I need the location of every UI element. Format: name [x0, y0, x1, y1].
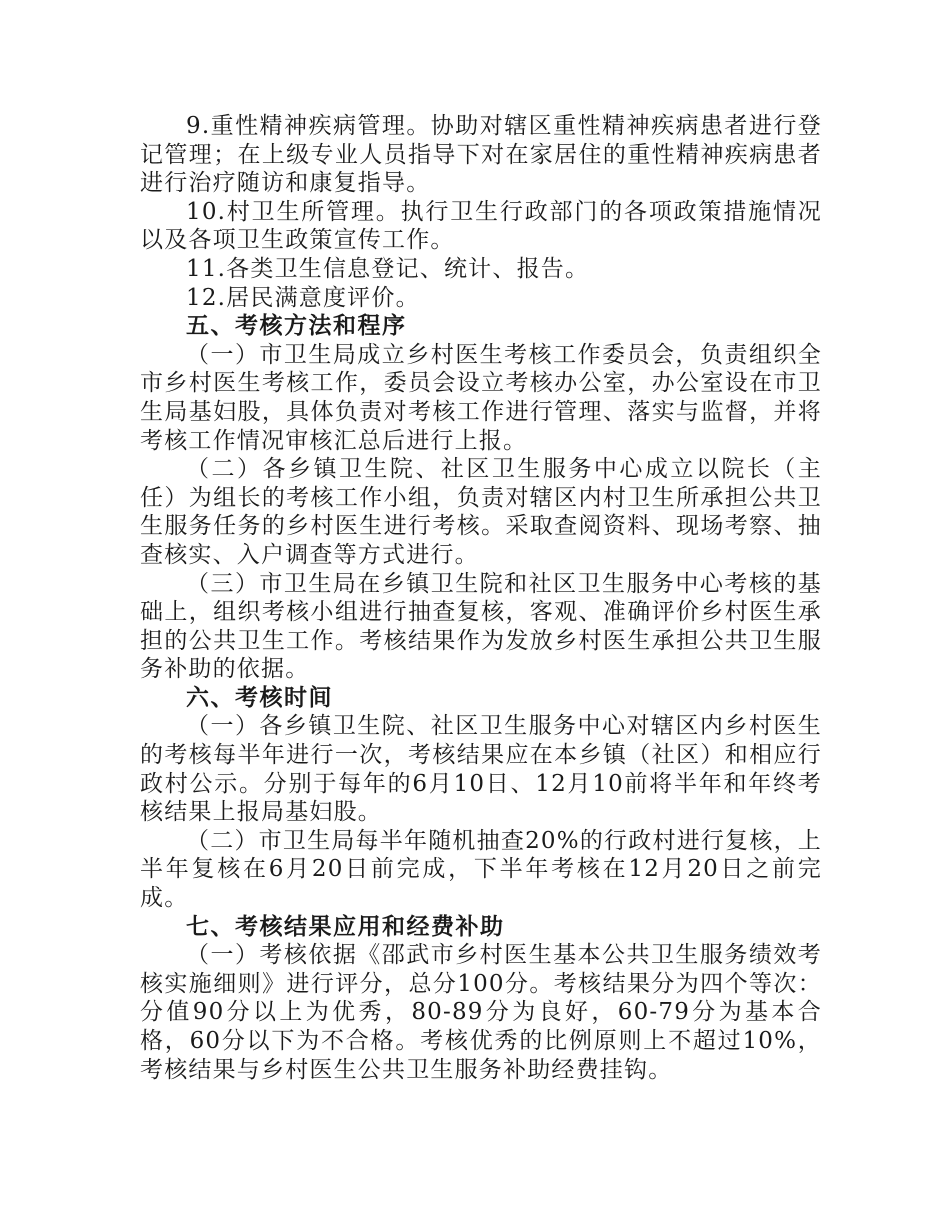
section-5-clause-1: （一）市卫生局成立乡村医生考核工作委员会，负责组织全市乡村医生考核工作，委员会设立考核办公室，办公室设在市卫生局基妇股，具体负责对考核工作进行管理、落实与监督，并将考核工作情况审核汇总后进行上报。 — [140, 341, 822, 454]
section-6-clause-2: （二）市卫生局每半年随机抽查20%的行政村进行复核，上半年复核在6月20日前完成，下半年考核在12月20日之前完成。 — [140, 827, 822, 912]
section-5-clause-2: （二）各乡镇卫生院、社区卫生服务中心成立以院长（主任）为组长的考核工作小组，负责对辖区内村卫生所承担公共卫生服务任务的乡村医生进行考核。采取查阅资料、现场考察、抽查核实、入户调查等方式进行。 — [140, 456, 822, 568]
item-10-paragraph: 10.村卫生所管理。执行卫生行政部门的各项政策措施情况以及各项卫生政策宣传工作。 — [140, 198, 822, 254]
section-5-heading: 五、考核方法和程序 — [186, 313, 407, 340]
document-body — [140, 112, 822, 1084]
section-7-heading: 七、考核结果应用和经费补助 — [186, 913, 505, 940]
section-6-heading: 六、考核时间 — [186, 684, 333, 711]
item-11-paragraph: 11.各类卫生信息登记、统计、报告。 — [186, 255, 590, 282]
item-9-paragraph: 9.重性精神疾病管理。协助对辖区重性精神疾病患者进行登记管理；在上级专业人员指导下对在家居住的重性精神疾病患者进行治疗随访和康复指导。 — [140, 113, 822, 197]
section-7-clause-1: （一）考核依据《邵武市乡村医生基本公共卫生服务绩效考核实施细则》进行评分，总分100分。考核结果分为四个等次：分值90分以上为优秀，80-89分为良好，60-79分为基本合格，60分以下为不合格。考核优秀的比例原则上不超过10%，考核结果与乡村医生公共卫生服务补助经费挂钩。 — [140, 942, 822, 1083]
item-12-paragraph: 12.居民满意度评价。 — [186, 284, 420, 311]
section-6-clause-1: （一）各乡镇卫生院、社区卫生服务中心对辖区内乡村医生的考核每半年进行一次，考核结果应在本乡镇（社区）和相应行政村公示。分别于每年的6月10日、12月10前将半年和年终考核结果上报局基妇股。 — [140, 713, 822, 826]
section-5-clause-3: （三）市卫生局在乡镇卫生院和社区卫生服务中心考核的基础上，组织考核小组进行抽查复核，客观、准确评价乡村医生承担的公共卫生工作。考核结果作为发放乡村医生承担公共卫生服务补助的依据。 — [140, 570, 822, 683]
